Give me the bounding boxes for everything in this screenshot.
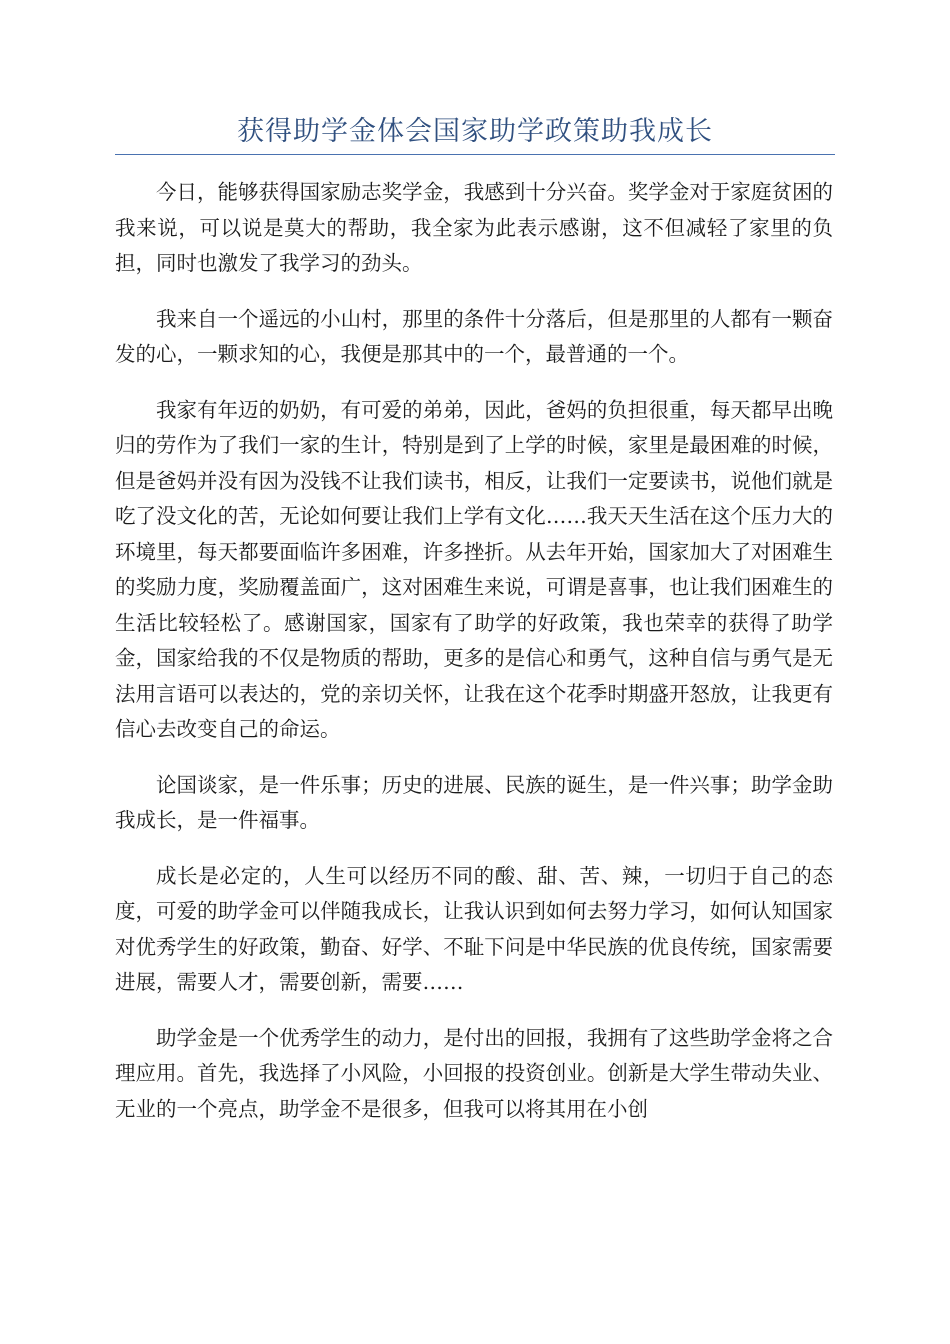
title-underline <box>115 154 835 155</box>
paragraph-6: 助学金是一个优秀学生的动力，是付出的回报，我拥有了这些助学金将之合理应用。首先，我选择了小风险，小回报的投资创业。创新是大学生带动失业、无业的一个亮点，助学金不是很多，但我可以将其用在小创 <box>115 1025 833 1121</box>
paragraph-4: 论国谈家，是一件乐事；历史的进展、民族的诞生，是一件兴事；助学金助我成长，是一件福事。 <box>115 772 833 832</box>
document-body <box>115 175 833 1147</box>
paragraph-2: 我来自一个遥远的小山村，那里的条件十分落后，但是那里的人都有一颗奋发的心，一颗求知的心，我便是那其中的一个，最普通的一个。 <box>115 306 833 366</box>
document-title: 获得助学金体会国家助学政策助我成长 <box>237 116 713 147</box>
paragraph-1: 今日，能够获得国家励志奖学金，我感到十分兴奋。奖学金对于家庭贫困的我来说，可以说是莫大的帮助，我全家为此表示感谢，这不但减轻了家里的负担，同时也激发了我学习的劲头。 <box>115 180 833 275</box>
paragraph-3: 我家有年迈的奶奶，有可爱的弟弟，因此，爸妈的负担很重，每天都早出晚归的劳作为了我们一家的生计，特别是到了上学的时候，家里是最困难的时候，但是爸妈并没有因为没钱不让我们读书，相反，让我们一定要读书，说他们就是吃了没文化的苦，无论如何要让我们上学有文化……我天天生活在这个压力大的环境里，每天都要面临许多困难，许多挫折。从去年开始，国家加大了对困难生的奖励力度，奖励覆盖面广，这对困难生来说，可谓是喜事，也让我们困难生的生活比较轻松了。感谢国家，国家有了助学的好政策，我也荣幸的获得了助学金，国家给我的不仅是物质的帮助，更多的是信心和勇气，这种自信与勇气是无法用言语可以表达的，党的亲切关怀，让我在这个花季时期盛开怒放，让我更有信心去改变自己的命运。 <box>115 397 833 741</box>
paragraph-5: 成长是必定的，人生可以经历不同的酸、甜、苦、辣，一切归于自己的态度，可爱的助学金可以伴随我成长，让我认识到如何去努力学习，如何认知国家对优秀学生的好政策，勤奋、好学、不耻下问是中华民族的优良传统，国家需要进展，需要人才，需要创新，需要…… <box>115 863 833 994</box>
